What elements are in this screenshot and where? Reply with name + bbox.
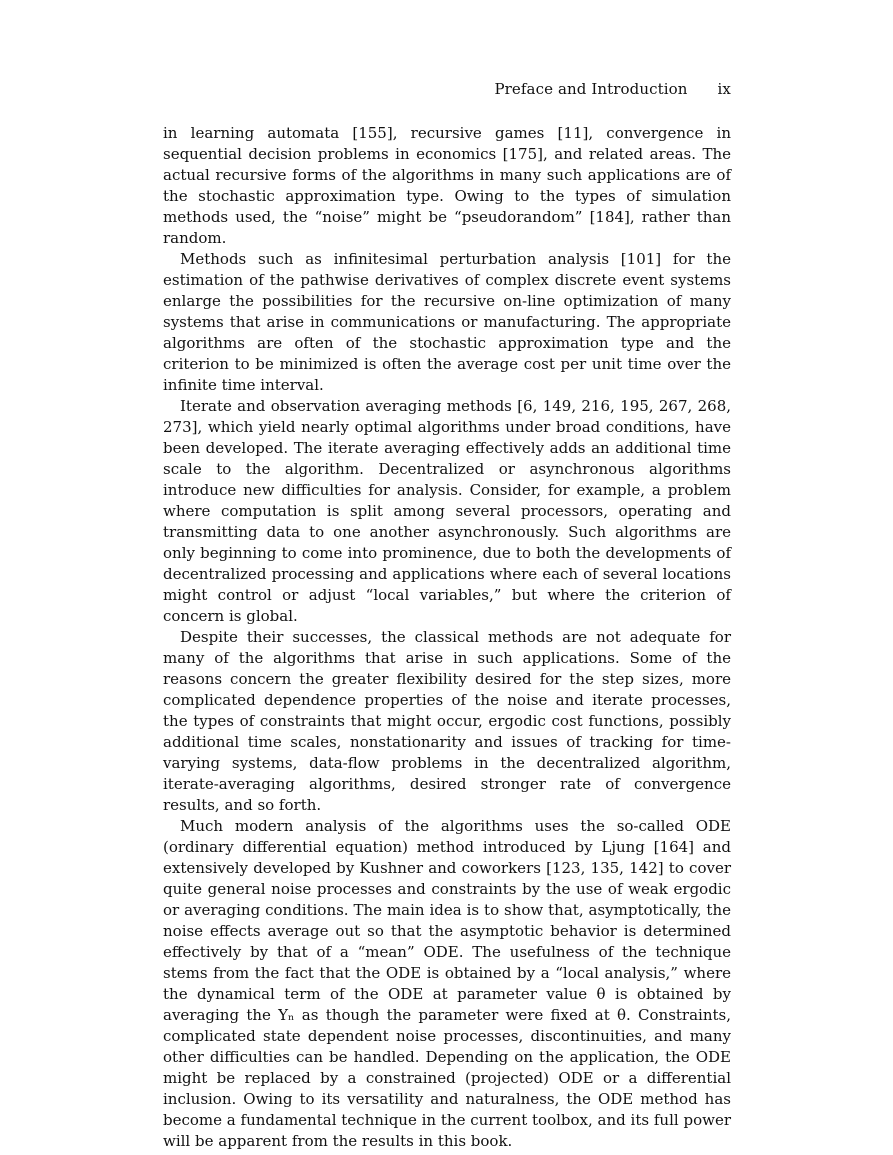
- paragraph-perturbation-analysis: Methods such as infinitesimal perturbation analysis [101] for the estimation of the pathwise derivatives of complex discrete event systems enlarge the possibilities for the recursive on-line optimization of many systems that arise in communications or manufacturing. The appropriate algorithms are often of the stochastic approximation type and the criterion to be minimized is often the average cost per unit time over the infinite time interval.: [163, 250, 731, 394]
- body-text: [163, 123, 731, 1152]
- paragraph-continued: in learning automata [155], recursive games [11], convergence in sequential decision problems in economics [175], and related areas. The actual recursive forms of the algorithms in many such applications are of the stochastic approximation type. Owing to the types of simulation methods used, the “noise” might be “pseudorandom” [184], rather than random.: [163, 124, 731, 247]
- paragraph-averaging-methods: Iterate and observation averaging methods [6, 149, 216, 195, 267, 268, 273], which yield nearly optimal algorithms under broad conditions, have been developed. The iterate averaging effectively adds an additional time scale to the algorithm. Decentralized or asynchronous algorithms introduce new difficulties for analysis. Consider, for example, a problem where computation is split among several processors, operating and transmitting data to one another asynchronously. Such algorithms are only beginning to come into prominence, due to both the developments of decentralized processing and applications where each of several locations might control or adjust “local variables,” but where the criterion of concern is global.: [163, 397, 731, 625]
- running-header: [163, 80, 731, 98]
- paragraph-ode-method: Much modern analysis of the algorithms uses the so-called ODE (ordinary differential equation) method introduced by Ljung [164] and extensively developed by Kushner and coworkers [123, 135, 142] to cover quite general noise processes and constraints by the use of weak ergodic or averaging conditions. The main idea is to show that, asymptotically, the noise effects average out so that the asymptotic behavior is determined effectively by that of a “mean” ODE. The usefulness of the technique stems from the fact that the ODE is obtained by a “local analysis,” where the dynamical term of the ODE at parameter value θ is obtained by averaging the Yₙ as though the parameter were fixed at θ. Constraints, complicated state dependent noise processes, discontinuities, and many other difficulties can be handled. Depending on the application, the ODE might be replaced by a constrained (projected) ODE or a differential inclusion. Owing to its versatility and naturalness, the ODE method has become a fundamental technique in the current toolbox, and its full power will be apparent from the results in this book.: [163, 817, 731, 1150]
- paragraph-classical-methods: Despite their successes, the classical methods are not adequate for many of the algorithms that arise in such applications. Some of the reasons concern the greater flexibility desired for the step sizes, more complicated dependence properties of the noise and iterate processes, the types of constraints that might occur, ergodic cost functions, possibly additional time scales, nonstationarity and issues of tracking for time-varying systems, data-flow problems in the decentralized algorithm, iterate-averaging algorithms, desired stronger rate of convergence results, and so forth.: [163, 628, 731, 814]
- page-number: ix: [717, 80, 731, 98]
- running-header-title: Preface and Introduction: [494, 80, 688, 98]
